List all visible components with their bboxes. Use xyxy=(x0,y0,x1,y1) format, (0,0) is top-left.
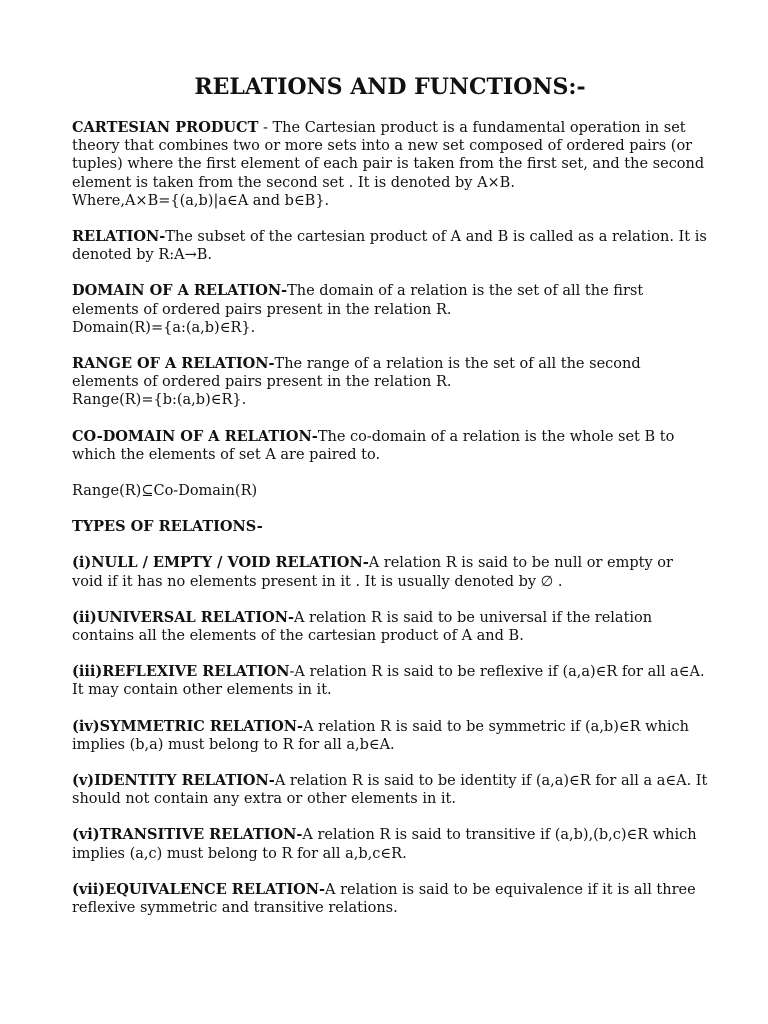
section-heading: (vii)EQUIVALENCE RELATION- xyxy=(72,880,326,898)
section-formula: Range(R)={b:(a,b)∈R}. xyxy=(72,392,247,409)
section-range xyxy=(72,355,708,410)
section-text: - The Cartesian product is a fundamental operation in set theory that combines two or more sets into a new set composed of ordered pairs (or tuples) where the first element of each pair is taken from the first set, and the second element is taken from the second set . It is denoted by A×B. xyxy=(72,120,705,191)
section-formula: Where,A×B={(a,b)|a∈A and b∈B}. xyxy=(72,192,330,209)
section-text: The domain of a relation is the set of all the first elements of ordered pairs present in the relation R. xyxy=(72,283,644,318)
section-heading: (i)NULL / EMPTY / VOID RELATION- xyxy=(72,554,369,572)
section-text: The subset of the cartesian product of A and B is called as a relation. It is denoted by R:A→B. xyxy=(72,229,707,264)
section-text: A relation is said to be equivalence if it is all three reflexive symmetric and transitive relations. xyxy=(72,881,696,917)
section-heading: RANGE OF A RELATION- xyxy=(72,355,275,373)
section-co-domain xyxy=(72,428,708,464)
section-text: The co-domain of a relation is the whole set B to which the elements of set A are paired to. xyxy=(72,428,675,463)
section-text: A relation R is said to be identity if (a,a)∈R for all a a∈A. It should not contain any extra or other elements in it. xyxy=(72,773,708,808)
section-text: A relation R is said to be universal if the relation contains all the elements of the cartesian product of A and B. xyxy=(72,609,653,645)
section-heading: TYPES OF RELATIONS- xyxy=(72,518,263,536)
section-equivalence-relation xyxy=(72,881,708,917)
section-heading: DOMAIN OF A RELATION- xyxy=(72,282,288,300)
section-text: A relation R is said to be null or empty or void if it has no elements present in it . It is usually denoted by ∅ . xyxy=(72,555,673,590)
section-text: A relation R is said to be symmetric if (a,b)∈R which implies (b,a) must belong to R for all a,b∈A. xyxy=(72,718,689,753)
section-text: Range(R)⊆Co-Domain(R) xyxy=(72,483,258,500)
section-heading: (ii)UNIVERSAL RELATION- xyxy=(72,608,294,626)
document-page xyxy=(72,72,708,935)
section-heading: (iv)SYMMETRIC RELATION- xyxy=(72,717,304,735)
section-domain xyxy=(72,282,708,337)
section-heading: CO-DOMAIN OF A RELATION- xyxy=(72,427,318,445)
section-heading: (v)IDENTITY RELATION- xyxy=(72,772,275,790)
section-heading: (vi)TRANSITIVE RELATION- xyxy=(72,826,303,844)
section-formula: Domain(R)={a:(a,b)∈R}. xyxy=(72,319,256,336)
section-text: -A relation R is said to be reflexive if (a,a)∈R for all a∈A. It may contain other elements in it. xyxy=(72,664,705,699)
section-identity-relation xyxy=(72,772,708,808)
section-heading: (iii)REFLEXIVE RELATION xyxy=(72,663,290,681)
types-of-relations-heading xyxy=(72,518,708,536)
section-relation xyxy=(72,228,708,264)
section-null-relation xyxy=(72,554,708,590)
section-text: A relation R is said to transitive if (a,b),(b,c)∈R which implies (a,c) must belong to R for all a,b,c∈R. xyxy=(72,827,697,862)
section-cartesian-product xyxy=(72,119,708,210)
section-reflexive-relation xyxy=(72,663,708,699)
section-heading: CARTESIAN PRODUCT xyxy=(72,119,259,136)
page-title: RELATIONS AND FUNCTIONS:- xyxy=(194,74,586,100)
range-subset-statement xyxy=(72,482,708,500)
section-symmetric-relation xyxy=(72,718,708,754)
section-universal-relation xyxy=(72,609,708,645)
section-text: The range of a relation is the set of all the second elements of ordered pairs present in the relation R. xyxy=(72,356,641,391)
section-heading: RELATION- xyxy=(72,228,166,246)
section-transitive-relation xyxy=(72,826,708,862)
